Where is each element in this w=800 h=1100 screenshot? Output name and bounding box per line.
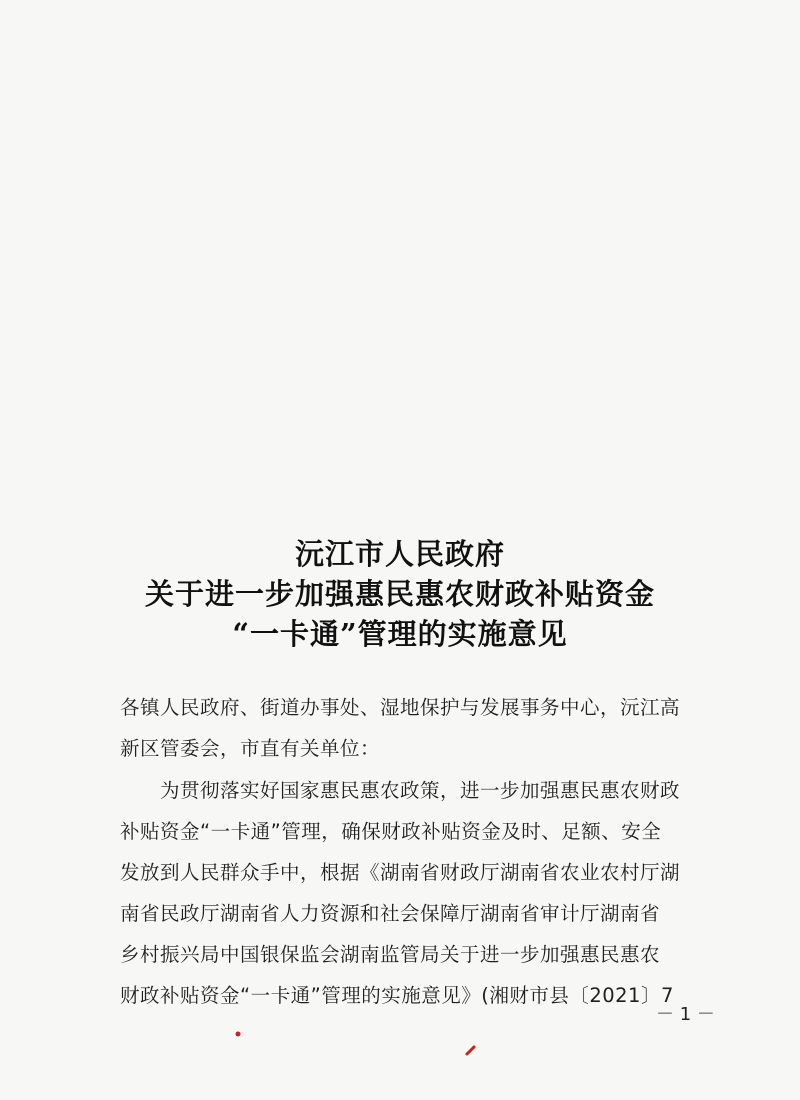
body-paragraph-line-2: 补贴资金“一卡通”管理，确保财政补贴资金及时、足额、安全	[120, 820, 662, 843]
document-title-line-2: 关于进一步加强惠民惠农财政补贴资金	[144, 577, 655, 611]
recipients-line-2: 新区管委会，市直有关单位：	[120, 737, 381, 760]
document-title-line-1: 沅江市人民政府	[294, 537, 505, 571]
body-paragraph-line-3: 发放到人民群众手中，根据《湖南省财政厅湖南省农业农村厅湖	[120, 861, 681, 884]
red-ink-stroke	[464, 1043, 478, 1057]
red-ink-dot	[234, 1030, 242, 1038]
body-paragraph-line-1: 为贯彻落实好国家惠民惠农政策，进一步加强惠民惠农财政	[160, 779, 681, 802]
page-number: － 1 －	[656, 1004, 715, 1025]
body-paragraph-line-4: 南省民政厅湖南省人力资源和社会保障厅湖南省审计厅湖南省	[120, 902, 661, 925]
recipients-line-1: 各镇人民政府、街道办事处、湿地保护与发展事务中心，沅江高	[120, 696, 681, 719]
body-paragraph-line-5: 乡村振兴局中国银保监会湖南监管局关于进一步加强惠民惠农	[120, 943, 661, 966]
document-title-line-3: “一卡通”管理的实施意见	[232, 617, 568, 651]
body-paragraph-line-6: 财政补贴资金“一卡通”管理的实施意见》(湘财市县〔2021〕7	[120, 984, 674, 1007]
